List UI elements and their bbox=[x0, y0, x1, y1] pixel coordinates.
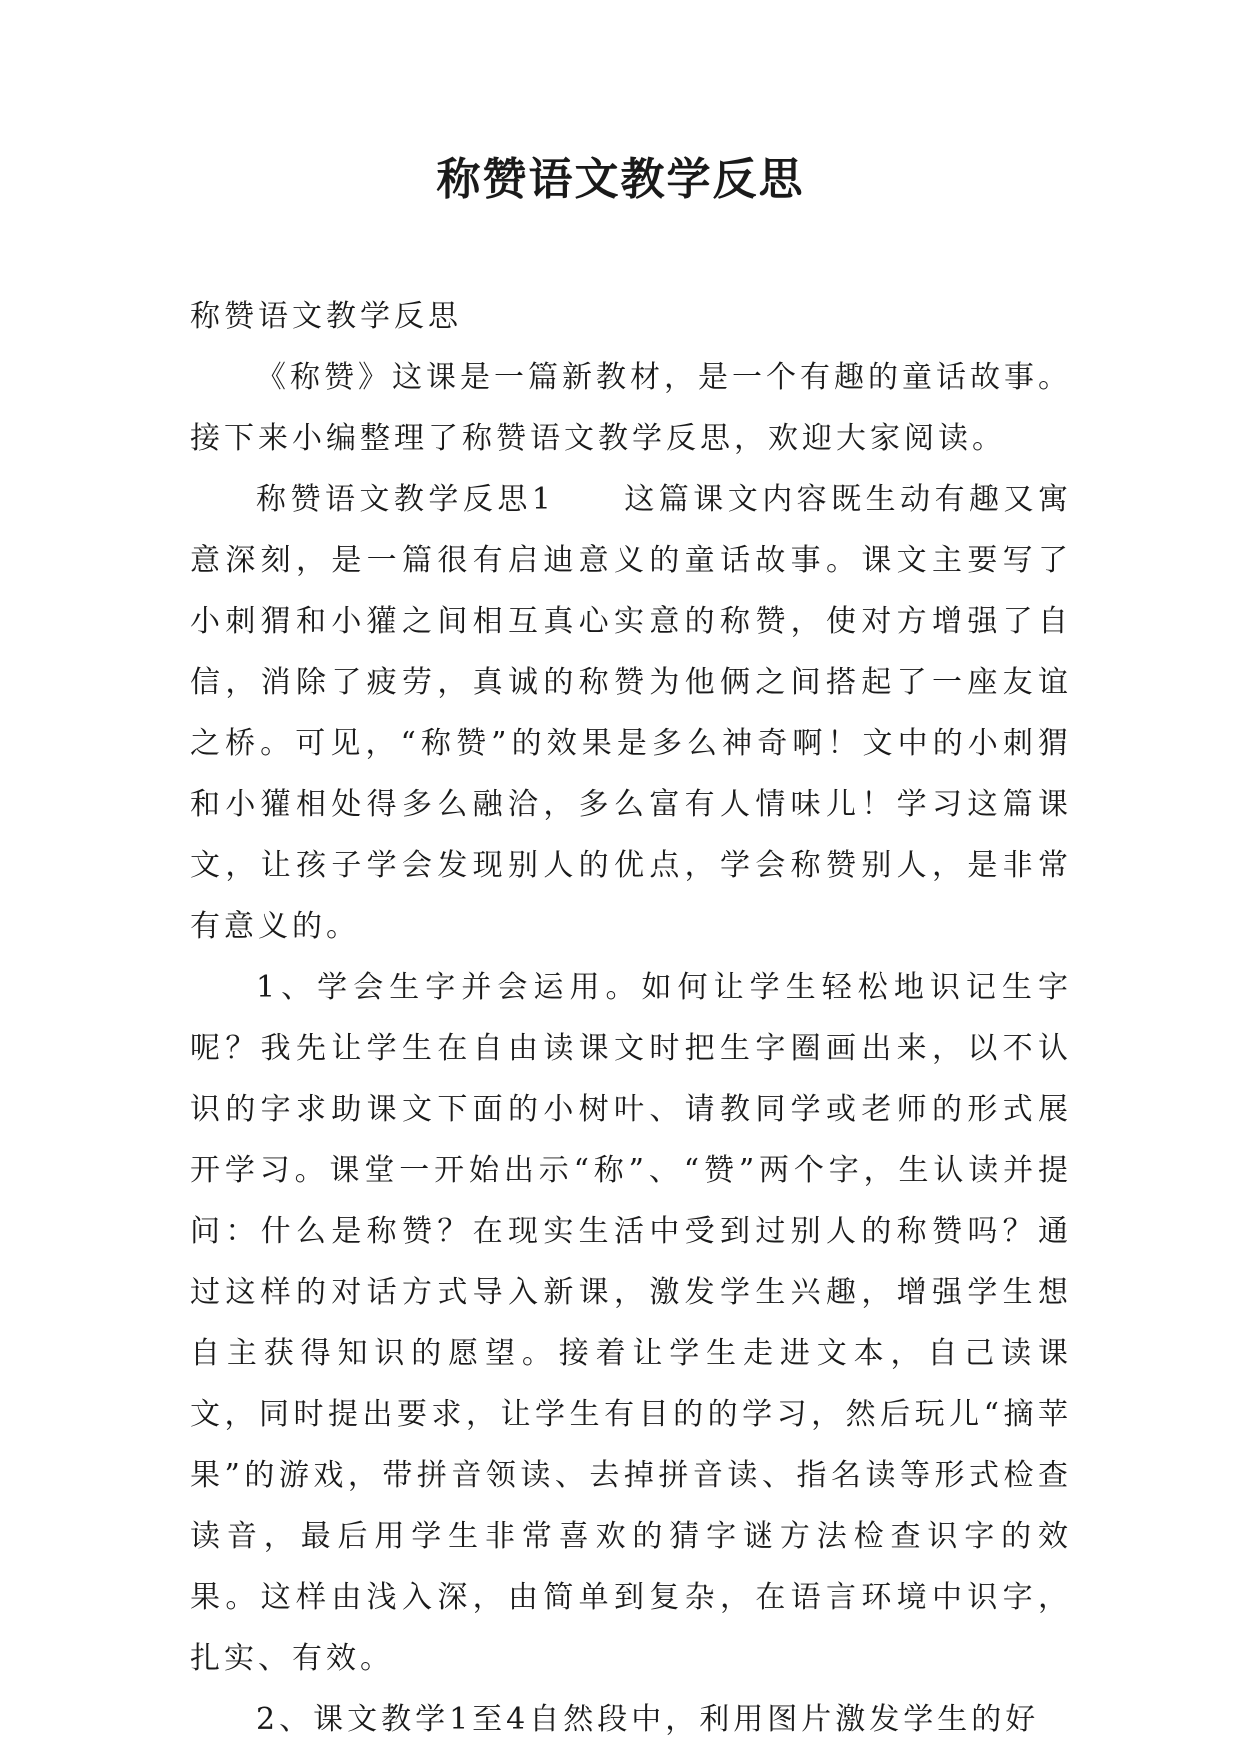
document-body bbox=[190, 286, 1072, 1750]
paragraph-reflection-1: 称赞语文教学反思1 这篇课文内容既生动有趣又寓意深刻，是一篇很有启迪意义的童话故事。课文主要写了小刺猬和小獾之间相互真心实意的称赞，使对方增强了自信，消除了疲劳，真诚的称赞为他俩之间搭起了一座友谊之桥。可见，“称赞”的效果是多么神奇啊！文中的小刺猬和小獾相处得多么融洽，多么富有人情味儿！学习这篇课文，让孩子学会发现别人的优点，学会称赞别人，是非常有意义的。 bbox=[190, 482, 1072, 944]
paragraph-point-2: 2、课文教学1至4自然段中，利用图片激发学生的好 bbox=[256, 1702, 1040, 1737]
paragraph-point-1: 1、学会生字并会运用。如何让学生轻松地识记生字呢？我先让学生在自由读课文时把生字圈画出来，以不认识的字求助课文下面的小树叶、请教同学或老师的形式展开学习。课堂一开始出示“称”、“赞”两个字，生认读并提问：什么是称赞？在现实生活中受到过别人的称赞吗？通过这样的对话方式导入新课，激发学生兴趣，增强学生想自主获得知识的愿望。接着让学生走进文本，自己读课文，同时提出要求，让学生有目的的学习，然后玩儿“摘苹果”的游戏，带拼音领读、去掉拼音读、指名读等形式检查读音，最后用学生非常喜欢的猜字谜方法检查识字的效果。这样由浅入深，由简单到复杂，在语言环境中识字，扎实、有效。 bbox=[190, 970, 1072, 1676]
paragraph-intro: 《称赞》这课是一篇新教材，是一个有趣的童话故事。接下来小编整理了称赞语文教学反思，欢迎大家阅读。 bbox=[190, 360, 1072, 456]
document-subtitle: 称赞语文教学反思 bbox=[190, 299, 462, 334]
document-title: 称赞语文教学反思 bbox=[436, 154, 805, 205]
